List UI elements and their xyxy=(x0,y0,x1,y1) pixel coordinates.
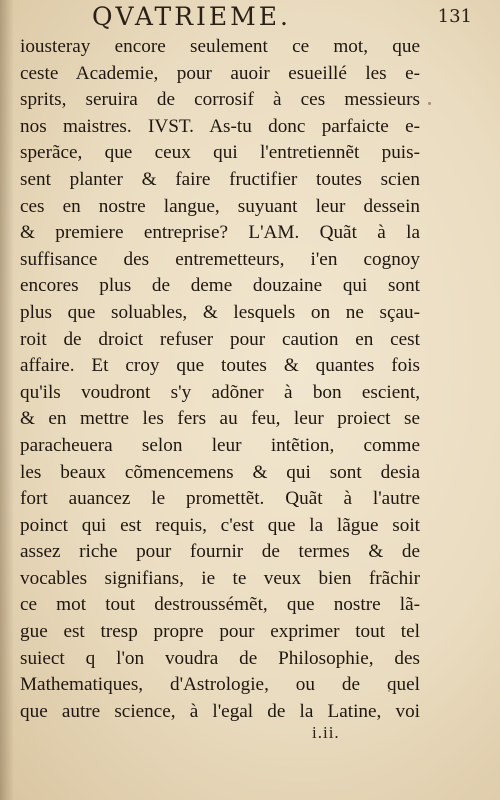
text-line: roit de droict refuser pour caution en cest xyxy=(20,328,420,350)
text-line: affaire. Et croy que toutes & quantes fois xyxy=(20,355,420,377)
text-line: assez riche pour fournir de termes & de xyxy=(20,541,420,563)
text-line: sent planter & faire fructifier toutes scien xyxy=(20,168,420,190)
text-line: nos maistres. IVST. As-tu donc parfaicte e- xyxy=(20,115,420,137)
text-line: iousteray encore seulement ce mot, que xyxy=(20,36,420,57)
text-line: suiect q l'on voudra de Philosophie, des xyxy=(20,647,420,669)
text-line: les beaux cõmencemens & qui sont desia xyxy=(20,461,420,483)
body-text xyxy=(20,34,420,725)
text-line: Mathematiques, d'Astrologie, ou de quel xyxy=(20,674,420,696)
text-line: poinct qui est requis, c'est que la lãgue soit xyxy=(20,514,420,536)
page-header xyxy=(92,2,472,32)
text-line: ceste Academie, pour auoir esueillé les e- xyxy=(20,62,420,84)
text-line: plus que soluables, & lesquels on ne sçau- xyxy=(20,301,420,323)
text-line: paracheuera selon leur intẽtion, comme xyxy=(20,434,420,456)
text-line: sperãce, que ceux qui l'entretiennẽt puis- xyxy=(20,142,420,164)
text-line: & premiere entreprise? L'AM. Quãt à la xyxy=(20,222,420,244)
text-line: fort auancez le promettẽt. Quãt à l'autre xyxy=(20,488,420,510)
paper-speck xyxy=(388,690,390,692)
text-line: suffisance des entremetteurs, i'en cognoy xyxy=(20,248,420,270)
text-line: que autre science, à l'egal de la Latine, voi xyxy=(20,700,420,722)
text-line: ce mot tout destroussémẽt, que nostre lã- xyxy=(20,594,420,616)
page-number: 131 xyxy=(437,6,472,27)
running-head: QVATRIEME. xyxy=(92,2,291,31)
text-line: vocables signifians, ie te veux bien frãchir xyxy=(20,567,420,589)
gutter-shadow xyxy=(0,0,14,800)
text-line: & en mettre les fers au feu, leur proiect se xyxy=(20,408,420,430)
text-line: qu'ils voudront s'y adõner à bon escient, xyxy=(20,381,420,403)
text-line: ces en nostre langue, suyuant leur dessein xyxy=(20,195,420,217)
paper-speck xyxy=(428,102,431,105)
text-line: encores plus de deme douzaine qui sont xyxy=(20,275,420,297)
text-line: sprits, seruira de corrosif à ces messieurs xyxy=(20,89,420,111)
text-line: gue est tresp propre pour exprimer tout tel xyxy=(20,621,420,643)
signature-mark: i.ii. xyxy=(312,723,340,742)
